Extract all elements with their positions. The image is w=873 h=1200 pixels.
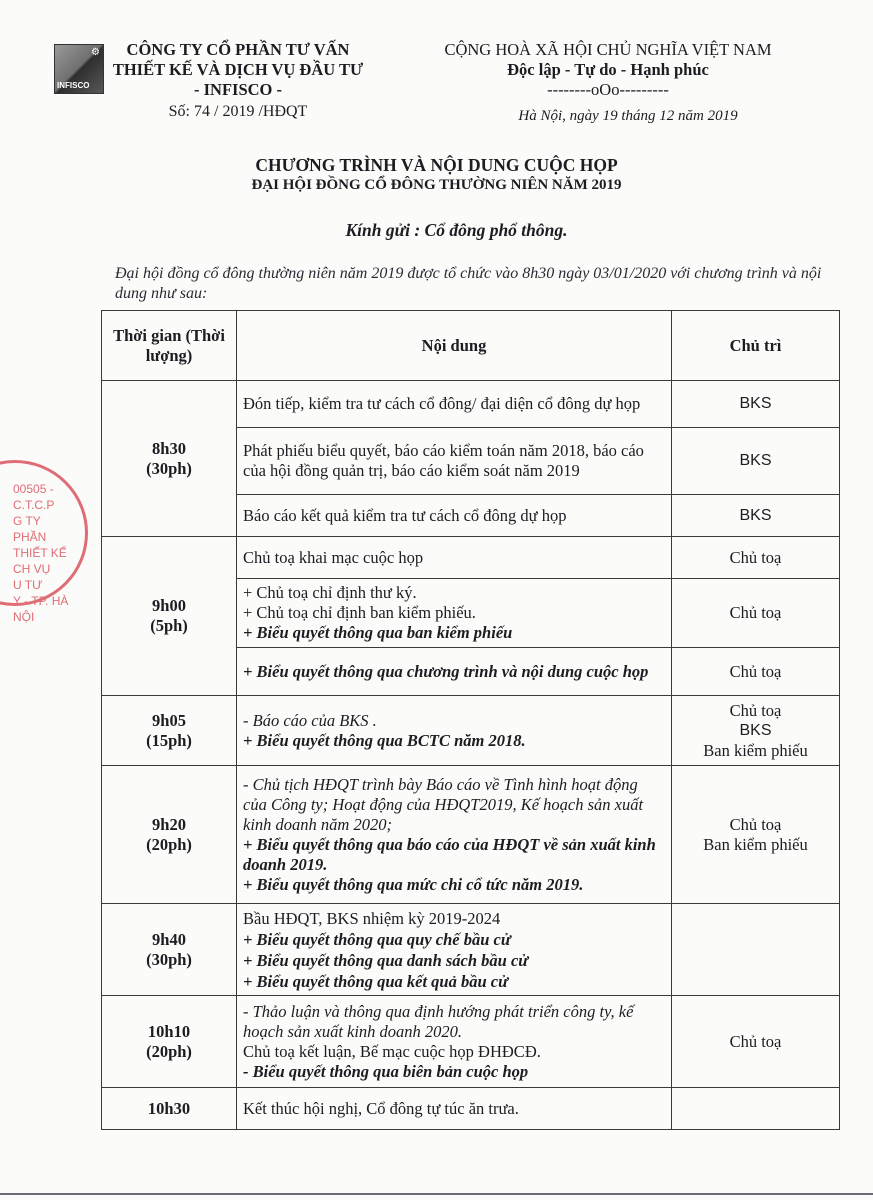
duration-value: (20ph) (146, 1041, 192, 1061)
content-line: + Chủ toạ chỉ định thư ký. (243, 583, 417, 602)
title-line2: ĐẠI HỘI ĐỒNG CỔ ĐÔNG THƯỜNG NIÊN NĂM 2019 (251, 177, 622, 193)
chair-line: Ban kiểm phiếu (703, 834, 808, 854)
time-cell (102, 1088, 237, 1130)
time-value: 10h10 (147, 1021, 191, 1041)
gear-icon: ⚙ (91, 47, 100, 58)
company-name-line3: - INFISCO - (193, 80, 282, 99)
content-line: + Biểu quyết thông qua danh sách bầu cử (243, 950, 529, 970)
table-row (102, 766, 840, 904)
time-cell (102, 996, 237, 1088)
nation-motto: Độc lập - Tự do - Hạnh phúc (507, 60, 709, 79)
content-line: + Chủ toạ chỉ định ban kiểm phiếu. (243, 603, 476, 622)
nation-title: CỘNG HOÀ XÃ HỘI CHỦ NGHĨA VIỆT NAM (444, 40, 772, 59)
document-date: Hà Nội, ngày 19 tháng 12 năm 2019 (518, 108, 738, 124)
company-header (108, 40, 368, 122)
document-title (0, 154, 873, 194)
content-cell (237, 996, 672, 1088)
chair-cell (672, 696, 840, 766)
table-row (102, 381, 840, 428)
content-cell: Kết thúc hội nghị, Cổ đông tự túc ăn trưa. (237, 1088, 672, 1130)
content-cell: Phát phiếu biểu quyết, báo cáo kiểm toán năm 2018, báo cáo của hội đồng quản trị, báo cáo kiểm soát năm 2019 (237, 428, 672, 495)
content-line: - Biểu quyết thông qua biên bản cuộc họp (243, 1061, 529, 1081)
content-line: + Biểu quyết thông qua kết quả bầu cử (243, 971, 508, 991)
chair-line: Ban kiểm phiếu (703, 740, 808, 760)
time-cell (102, 904, 237, 996)
time-value: 9h20 (152, 814, 186, 834)
stamp-line: G TY (13, 514, 41, 528)
logo-text: INFISCO (57, 81, 90, 90)
content-cell (237, 696, 672, 766)
content-line: + Biểu quyết thông qua báo cáo của HĐQT về sản xuất kinh doanh 2019. (243, 834, 656, 874)
content-cell: Chủ toạ khai mạc cuộc họp (237, 537, 672, 579)
company-stamp (0, 460, 88, 624)
time-value: 8h30 (152, 438, 186, 458)
duration-value: (30ph) (146, 949, 192, 969)
company-name-line1: CÔNG TY CỔ PHẦN TƯ VẤN (126, 40, 350, 59)
time-value: 9h40 (152, 929, 186, 949)
table-row (102, 996, 840, 1088)
content-cell (237, 766, 672, 904)
chair-cell (672, 904, 840, 996)
nation-separator: --------oOo--------- (547, 80, 669, 99)
chair-cell (672, 1088, 840, 1130)
table-row (102, 904, 840, 996)
content-cell: Đón tiếp, kiểm tra tư cách cổ đông/ đại diện cổ đông dự họp (237, 381, 672, 428)
greeting: Kính gửi : Cổ đông phổ thông. (345, 220, 568, 240)
content-line: - Báo cáo của BKS . (243, 710, 377, 730)
table-header-row (102, 311, 840, 381)
header-time: Thời gian (Thời lượng) (102, 311, 237, 381)
intro-paragraph: Đại hội đồng cổ đông thường niên năm 2019 được tổ chức vào 8h30 ngày 03/01/2020 với chương trình và nội dung như sau: (115, 265, 822, 302)
chair-cell: Chủ toạ (672, 537, 840, 579)
time-value: 10h30 (147, 1098, 191, 1118)
stamp-line: CH VỤ (13, 562, 51, 576)
content-line: - Thảo luận và thông qua định hướng phát triển công ty, kế hoạch sản xuất kinh doanh 2020. (243, 1001, 634, 1041)
document-number: Số: 74 / 2019 /HĐQT (168, 103, 308, 120)
content-line: + Biểu quyết thông qua ban kiểm phiếu (243, 623, 513, 642)
content-cell (237, 904, 672, 996)
content-line: - Chủ tịch HĐQT trình bày Báo cáo về Tình hình hoạt động của Công ty; Hoạt động của HĐQT2019, Kế hoạch sản xuất kinh doanh năm 2020; (243, 774, 644, 834)
content-cell: Báo cáo kết quả kiểm tra tư cách cổ đông dự họp (237, 495, 672, 537)
chair-cell: BKS (672, 495, 840, 537)
content-line: + Biểu quyết thông qua mức chi cổ tức năm 2019. (243, 874, 584, 894)
chair-line: Chủ toạ (729, 700, 782, 720)
stamp-line: 00505 - C.T.C.P (13, 482, 55, 512)
content-line: Bầu HĐQT, BKS nhiệm kỳ 2019-2024 (243, 908, 501, 928)
table-row (102, 1088, 840, 1130)
stamp-text (13, 481, 93, 625)
company-logo (54, 44, 104, 94)
time-cell (102, 381, 237, 537)
time-cell (102, 537, 237, 696)
content-line: Chủ toạ kết luận, Bế mạc cuộc họp ĐHĐCĐ. (243, 1041, 541, 1061)
header-chair: Chủ trì (672, 311, 840, 381)
company-name-line2: THIẾT KẾ VÀ DỊCH VỤ ĐẦU TƯ (112, 60, 364, 79)
stamp-line: U TƯ (13, 578, 43, 592)
duration-value: (20ph) (146, 834, 192, 854)
chair-cell: Chủ toạ (672, 648, 840, 696)
content-cell: + Biểu quyết thông qua chương trình và nội dung cuộc họp (237, 648, 672, 696)
chair-cell: Chủ toạ (672, 996, 840, 1088)
table-row (102, 696, 840, 766)
chair-cell: Chủ toạ (672, 579, 840, 648)
chair-cell: BKS (672, 381, 840, 428)
stamp-line: PHẦN (13, 530, 47, 544)
chair-cell (672, 766, 840, 904)
duration-value: (30ph) (146, 458, 192, 478)
chair-line: Chủ toạ (729, 814, 782, 834)
stamp-line: THIẾT KẾ (13, 546, 67, 560)
table-row (102, 537, 840, 579)
agenda-table (101, 310, 840, 1130)
duration-value: (15ph) (146, 730, 192, 750)
stamp-line: Y - TP. HÀ NỘI (13, 594, 69, 624)
duration-value: (5ph) (150, 616, 188, 635)
content-line: + Biểu quyết thông qua quy chế bầu cử (243, 929, 511, 949)
time-value: 9h00 (152, 596, 186, 615)
time-cell (102, 766, 237, 904)
national-header (418, 40, 798, 126)
time-cell (102, 696, 237, 766)
chair-line: BKS (739, 721, 772, 739)
time-value: 9h05 (152, 710, 186, 730)
content-cell (237, 579, 672, 648)
page-bottom-rule (0, 1193, 873, 1195)
title-line1: CHƯƠNG TRÌNH VÀ NỘI DUNG CUỘC HỌP (255, 155, 618, 175)
header-content: Nội dung (237, 311, 672, 381)
chair-cell: BKS (672, 428, 840, 495)
content-line: + Biểu quyết thông qua BCTC năm 2018. (243, 730, 526, 750)
